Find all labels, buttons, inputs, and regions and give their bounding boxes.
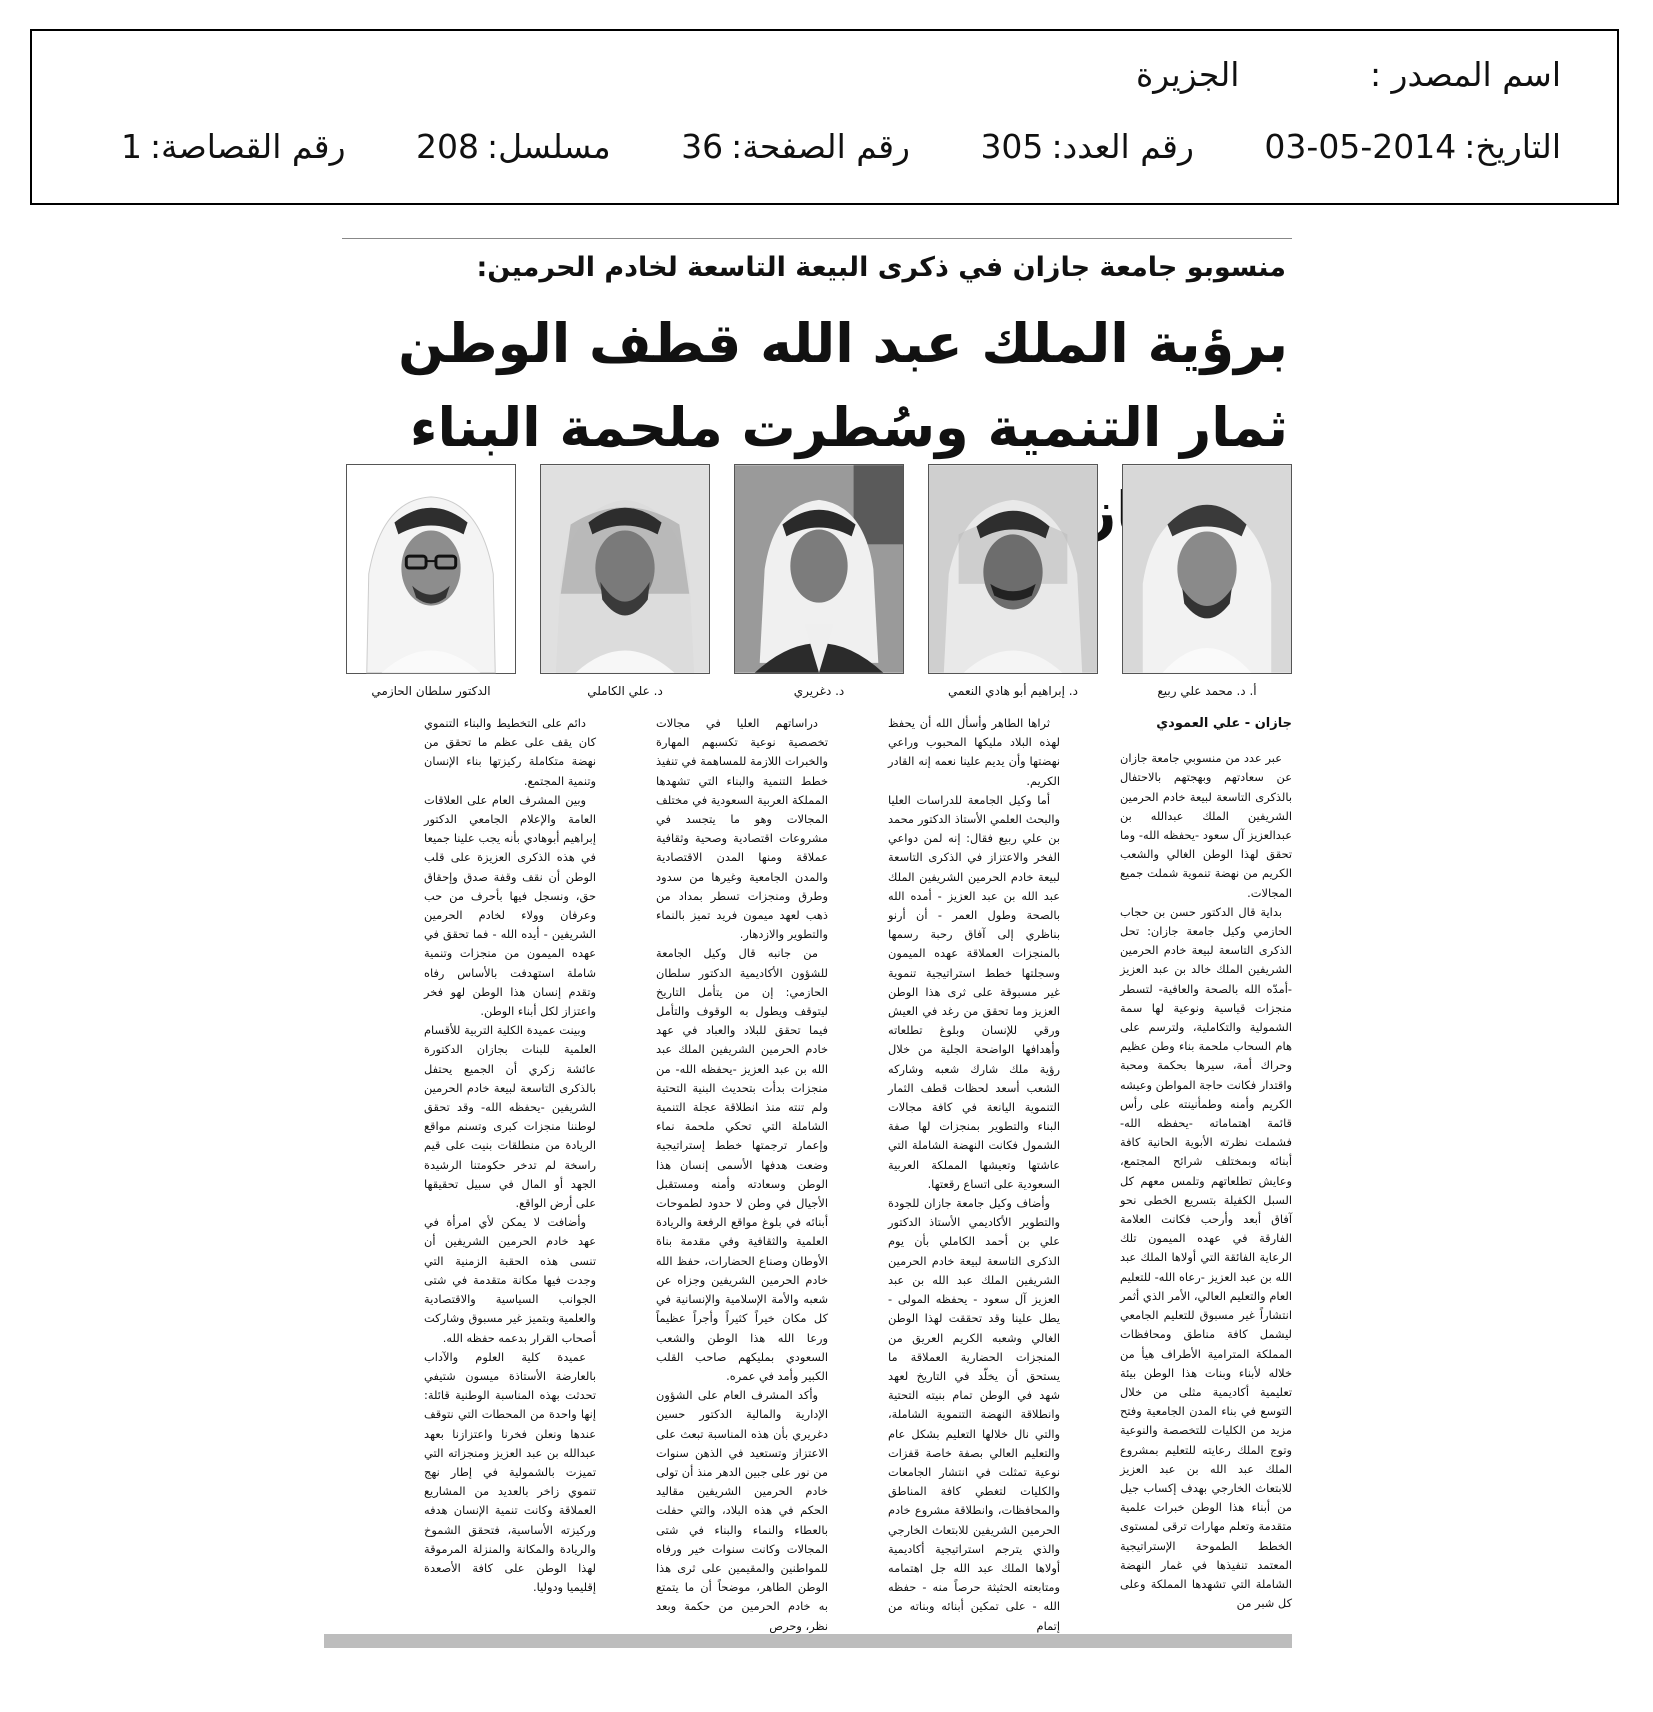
- serial-field: [416, 127, 611, 166]
- paragraph: وأكد المشرف العام على الشؤون الإدارية والمالية الدكتور حسين دغريري بأن هذه المناسبة تبعث على الاعتزاز وتستعيد في الذهن سنوات من نور على جبين الدهر منذ أن تولى خادم الحرمين الشريفين مقاليد الحكم في هذه البلاد، والتي حفلت بالعطاء والنماء والبناء في شتى المجالات وكانت سنوات خير ورفاه للمواطنين والمقيمين على ثرى هذا الوطن الطاهر، موضحاً أن ما يتمتع به خادم الحرمين من حكمة وبعد نظر، وحرص: [656, 1388, 828, 1633]
- paragraph: بداية قال الدكتور حسن بن حجاب الحازمي وكيل جامعة جازان: تحل الذكرى التاسعة لبيعة خادم الحرمين الشريفين الملك خالد بن عبد العزيز -أمدّه الله بالصحة والعافية- لتسطر منجزات قياسية ونوعية لها سمة الشمولية والتكاملية، ولترسم على هام السحاب ملحمة بناء وطن عظيم وحراك أمة، سيرها بحكمة ومحبة واقتدار فكانت حاجة المواطن وعيشه الكريم وأمنه وطمأنينته على رأس قائمة اهتماماته -يحفظه الله- فشملت نظرته الأبوية الحانية كافة أبنائه وبمختلف شرائح المجتمع، وعايش تطلعاتهم وتلمس معهم كل السبل الكفيلة بتسريع الخطى نحو آفاق أبعد وأرحب فكانت العلامة الفارقة في عهده الميمون تلك الرعاية الفائقة التي أولاها الملك عبد الله بن عبد العزيز -رعاه الله- للتعليم العام والتعليم العالي، الأمر الذي أثمر انتشاراً غير مسبوق للتعليم الجامعي ليشمل كافة مناطق ومحافظات المملكة المترامية الأطراف هيأ من خلاله لأبناء وبنات هذا الوطن بيئة تعليمية أكاديمية مثلى من خلال التوسع في بناء المدن الجامعية وفتح مزيد من الكليات للتخصصة والنوعية وتوج الملك رعايته للتعليم بمشروع الملك عبد الله بن عبد العزيز للابتعاث الخارجي بهدف إكساب جيل من أبناء هذا الوطن خبرات علمية متقدمة وتعلم مهارات ترقى لمستوى الخطط الطموحة الإستراتيجية المعتمد تنفيذها في غمار النهضة الشاملة التي تشهدها المملكة وعلى كل شبر من: [1120, 904, 1292, 1611]
- paragraph: ثراها الطاهر وأسأل الله أن يحفظ لهذه البلاد مليكها المحبوب وراعي نهضتها وأن يديم علينا نعمه إنه القادر الكريم.: [888, 716, 1060, 788]
- paragraph: وبينت عميدة الكلية التربية للأقسام العلمية للبنات بجازان الدكتورة عائشة زكري أن الجميع يحتفل بالذكرى التاسعة لبيعة خادم الحرمين الشريفين -يحفظه الله- وقد تحقق لوطننا منجزات كبرى وتسنم مواقع الريادة من منطلقات بنيت على قيم راسخة لم تدخر حكومتنا الرشيدة الجهد أو المال في سبيل تحقيقها على أرض الواقع.: [424, 1023, 596, 1211]
- issue-field: [980, 127, 1193, 166]
- bottom-bar: [324, 1634, 1292, 1648]
- source-line: [1136, 55, 1561, 94]
- page-value: 36: [681, 127, 724, 166]
- portrait-photo: [346, 464, 516, 674]
- portrait-photo: [540, 464, 710, 674]
- portrait-caption: د. دغريري: [793, 684, 845, 698]
- article-headline: برؤية الملك عبد الله قطف الوطن ثمار التنمية وسُطرت ملحمة البناء: [398, 312, 1288, 459]
- page-field: [681, 127, 910, 166]
- newspaper-clipping: [324, 238, 1292, 1658]
- date-field: [1264, 127, 1561, 166]
- serial-value: 208: [416, 127, 480, 166]
- text-column: [888, 714, 1060, 1633]
- date-label: التاريخ:: [1464, 127, 1561, 166]
- top-rule: [342, 238, 1292, 239]
- text-column: [656, 714, 828, 1633]
- byline: جازان - علي العمودي: [1156, 716, 1292, 731]
- paragraph: أما وكيل الجامعة للدراسات العليا والبحث العلمي الأستاذ الدكتور محمد بن علي ربيع فقال: إنه لمن دواعي الفخر والاعتزاز في الذكرى التاسعة لبيعة خادم الحرمين الشريفين الملك عبد الله بن عبد العزيز - أمده الله بالصحة وطول العمر - أن أرنو بناظري إلى آفاق رحبة رسمها بالمنجزات العملاقة عهده الميمون وسجلتها خطط استراتيجية تنموية غير مسبوقة على ثرى هذا الوطن العزيز وما تحقق من رغد في العيش ورقي للإنسان وبلوغ تطلعاته وأهدافها الواضحة الجلية من خلال رؤية ملك شارك شعبه وشاركه الشعب أسعد لحظات قطف الثمار التنموية اليانعة في كافة مجالات البناء والتطوير بمنجزات لها صفة الشمول فكانت النهضة الشاملة التي عاشتها وتعيشها المملكة العربية السعودية على اتساع رقعتها.: [888, 792, 1060, 1191]
- paragraph: دائم على التخطيط والبناء التنموي كان يقف على عظم ما تحقق من نهضة متكاملة ركيزتها بناء الإنسان وتنمية المجتمع.: [424, 716, 596, 788]
- article-body: [342, 714, 1292, 1633]
- portrait-caption: الدكتور سلطان الحازمي: [371, 684, 491, 698]
- text-column: [424, 714, 596, 1624]
- text-column: [1120, 714, 1292, 1624]
- portrait-photo: [928, 464, 1098, 674]
- serial-label: مسلسل:: [487, 127, 611, 166]
- article-kicker: منسوبو جامعة جازان في ذكرى البيعة التاسعة لخادم الحرمين:: [476, 252, 1286, 283]
- paragraph: وبين المشرف العام على العلاقات العامة والإعلام الجامعي الدكتور إبراهيم أبوهادي بأنه يجب علينا جميعا في هذه الذكرى العزيزة على قلب الوطن أن نقف وقفة صدق وإحقاق حق، ونسجل فيها بأحرف من حب وعرفان وولاء لخادم الحرمين الشريفين - أيده الله - فما تحقق في عهده الميمون من منجزات وتنمية شاملة استهدفت بالأساس رفاه وتقدم إنسان هذا الوطن لهو فخر واعتزاز لكل أبناء الوطن.: [424, 792, 596, 1019]
- date-value: 2014-05-03: [1264, 127, 1457, 166]
- portrait-caption: أ. د. محمد علي ربيع: [1157, 684, 1257, 698]
- source-metadata-box: [30, 29, 1619, 205]
- paragraph: وأضاف وكيل جامعة جازان للجودة والتطوير الأكاديمي الأستاذ الدكتور علي بن أحمد الكاملي بأن يوم الذكرى التاسعة لبيعة خادم الحرمين الشريفين الملك عبد الله بن عبد العزيز آل سعود - يحفظه المولى - يطل علينا وقد تحققت لهذا الوطن الغالي وشعبه الكريم العريق من المنجزات الحضارية العملاقة ما يستحق أن يخلّد في التاريخ لعهد شهد في الوطن تمام بنيته التحتية وانطلاقة النهضة التنموية الشاملة، والتي نال خلالها التعليم بشكل عام والتعليم العالي بصفة خاصة قفزات نوعية تمثلت في انتشار الجامعات والكليات لتغطي كافة المناطق والمحافظات، وانطلاقة مشروع خادم الحرمين الشريفين للابتعاث الخارجي والذي يترجم استراتيجية أكاديمية أولاها الملك عبد الله جل اهتمامه ومتابعته الحثيثة حرصاً منه - حفظه الله - على تمكين أبنائه وبناته من إتمام: [888, 1196, 1060, 1633]
- paragraph: عبر عدد من منسوبي جامعة جازان عن سعادتهم وبهجتهم بالاحتفال بالذكرى التاسعة لبيعة خادم الحرمين الشريفين الملك عبدالله بن عبدالعزيز آل سعود -يحفظه الله- وما تحقق لهذا الوطن الغالي والشعب الكريم من نهضة تنموية شملت جميع المجالات.: [1120, 751, 1292, 900]
- issue-value: 305: [980, 127, 1044, 166]
- clip-field: [121, 127, 346, 166]
- portrait-photo: [734, 464, 904, 674]
- clip-value: 1: [120, 127, 142, 166]
- portrait-photo: [1122, 464, 1292, 674]
- source-label: اسم المصدر :: [1369, 55, 1561, 94]
- portrait-row: [342, 464, 1292, 674]
- paragraph: دراساتهم العليا في مجالات تخصصية نوعية تكسبهم المهارة والخبرات اللازمة للمساهمة في تنفيذ خطط التنمية والبناء التي تشهدها المملكة العربية السعودية في مختلف المجالات وهو ما يتجسد في مشروعات اقتصادية وصحية وثقافية عملاقة ومنها المدن الاقتصادية والمدن الجامعية وغيرها من سدود وطرق ومنجزات تسطر بمداد من ذهب لعهد ميمون فريد تميز بالنماء والتطوير والازدهار.: [656, 716, 828, 942]
- paragraph: وأضافت لا يمكن لأي امرأة في عهد خادم الحرمين الشريفين أن تنسى هذه الحقبة الزمنية التي وجدت فيها مكانة متقدمة في شتى الجوانب السياسية والاقتصادية والعلمية وبتميز غير مسبوق وشاركت أصحاب القرار بدعمه حفظه الله.: [424, 1215, 596, 1345]
- publication-details-line: [61, 127, 1561, 166]
- page-label: رقم الصفحة:: [731, 127, 910, 166]
- issue-label: رقم العدد:: [1051, 127, 1194, 166]
- paragraph: عميدة كلية العلوم والآداب بالعارضة الأستاذة ميسون شتيفي تحدثت بهذه المناسبة الوطنية قائلة: إنها واحدة من المحطات التي نتوقف عندها ونعلن فخرنا واعتزازنا بعهد عبدالله بن عبد العزيز ومنجزاته التي تميزت بالشمولية في إطار نهج تنموي زاخر بالعديد من المشاريع العملاقة وكانت تنمية الإنسان هدفه وركيزته الأساسية، فتحقق الشموخ والريادة والمكانة والمنزلة المرموقة لهذا الوطن على كافة الأصعدة إقليميا ودوليا.: [424, 1349, 596, 1595]
- paragraph: من جانبه قال وكيل الجامعة للشؤون الأكاديمية الدكتور سلطان الحازمي: إن من يتأمل التاريخ ليتوقف ويطول به الوقوف والتأمل فيما تحقق للبلاد والعباد في عهد خادم الحرمين الشريفين الملك عبد الله بن عبد العزيز -يحفظه الله- من منجزات بدأت بتحديث البنية التحتية ولم تنته منذ انطلاقة عجلة التنمية الشاملة التي تحكي ملحمة نماء وإعمار ترجمتها خطط إستراتيجية وضعت هدفها الأسمى إنسان هذا الوطن وسعادته وأمنه ومستقبل الأجيال في وطن لا حدود لطموحات أبنائه في بلوغ مواقع الرفعة والريادة العلمية والثقافية وفي مقدمة بناة الأوطان وصناع الحضارات، حفظ الله خادم الحرمين الشريفين وجزاه عن شعبه والأمة الإسلامية والإنسانية في كل مكان خيراً كثيراً وأجراً عظيماً ورعا الله هذا الوطن والشعب السعودي بمليكهم صاحب القلب الكبير وأمد في عمره.: [656, 946, 828, 1383]
- portrait-caption: د. إبراهيم أبو هادي النعمي: [948, 684, 1078, 698]
- clip-label: رقم القصاصة:: [149, 127, 346, 166]
- portrait-caption: د. علي الكاملي: [587, 684, 663, 698]
- source-value: الجزيرة: [1136, 55, 1240, 94]
